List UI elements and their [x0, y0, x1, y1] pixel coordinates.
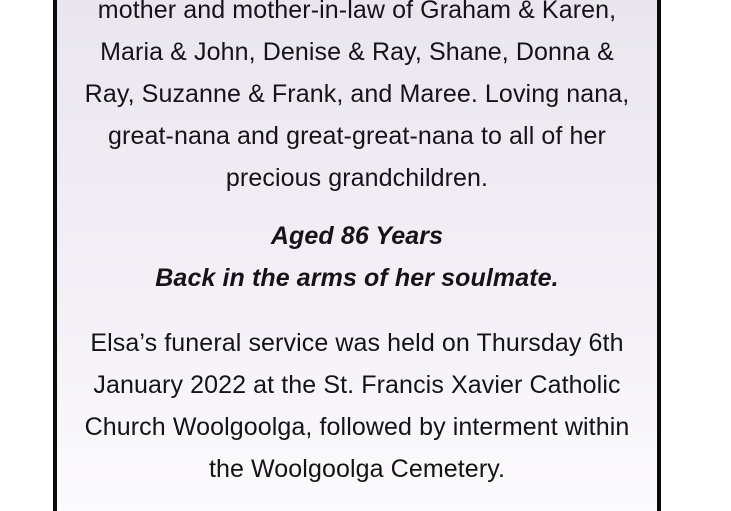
notice-line: Elsa’s funeral service was held on Thursday 6th — [90, 329, 624, 357]
notice-line: mother and mother-in-law of Graham & Karen, — [97, 0, 617, 24]
notice-line: January 2022 at the St. Francis Xavier Catholic — [93, 371, 621, 399]
notice-line: great-nana and great-great-nana to all of her — [108, 122, 606, 150]
soulmate-line: Back in the arms of her soulmate. — [155, 264, 559, 292]
notice-line: Maria & John, Denise & Ray, Shane, Donna & — [100, 38, 614, 66]
notice-line: the Woolgoolga Cemetery. — [208, 455, 506, 483]
aged-line: Aged 86 Years — [270, 222, 444, 250]
notice-line: Ray, Suzanne & Frank, and Maree. Loving nana, — [84, 80, 630, 108]
tribute-paragraph — [65, 215, 649, 299]
family-paragraph — [65, 0, 649, 199]
notice-line: Church Woolgoolga, followed by interment within — [84, 413, 630, 441]
notice-column — [53, 0, 661, 511]
notice-text-block — [57, 0, 657, 502]
notice-line: precious grandchildren. — [225, 164, 489, 192]
service-paragraph — [65, 322, 649, 490]
